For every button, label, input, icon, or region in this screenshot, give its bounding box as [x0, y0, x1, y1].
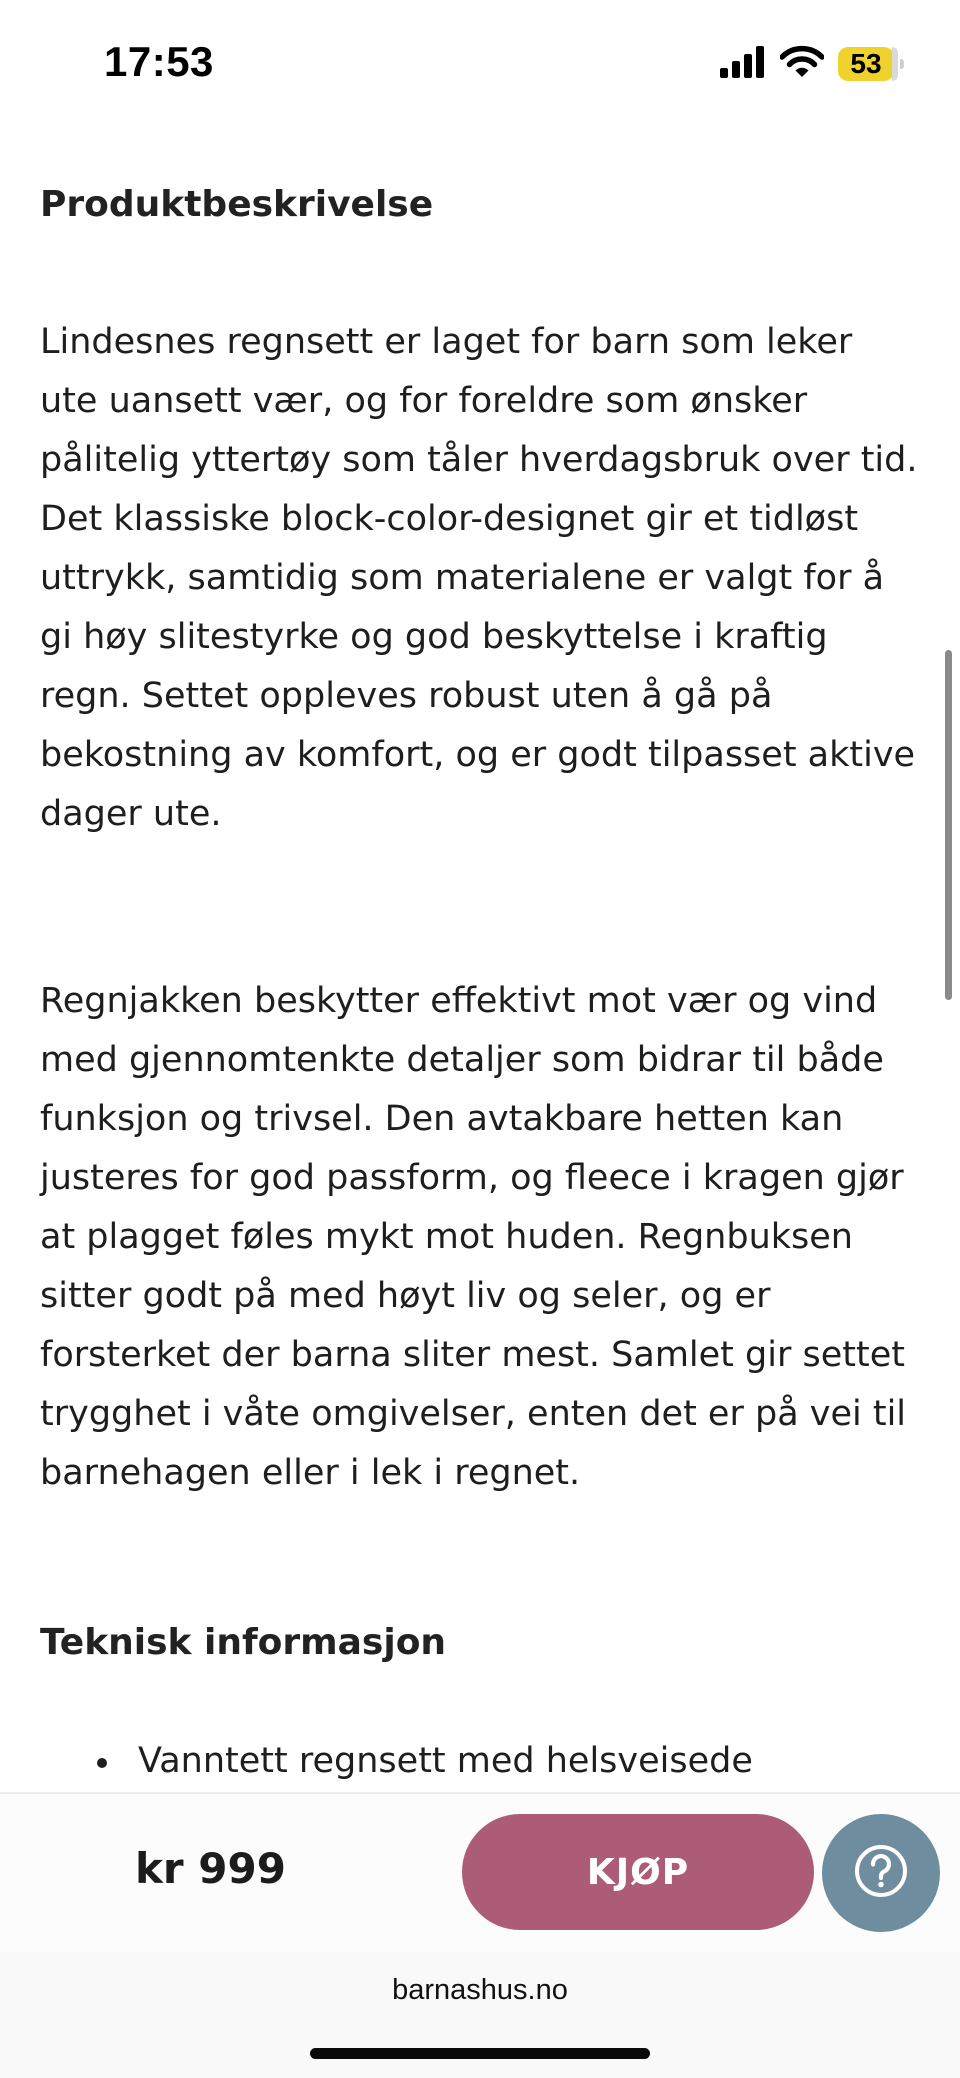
- wifi-icon: [780, 45, 824, 83]
- description-paragraph-1: Lindesnes regnsett er laget for barn som leker ute uansett vær, og for foreldre som ønsker pålitelig yttertøy som tåler hverdagsbruk over tid. Det klassiske block-color-designet gir et tidløst uttrykk, samtidig som materialene er valgt for å gi høy slitestyrke og god beskyttelse i kraftig regn. Settet oppleves robust uten å gå på bekostning av komfort, og er godt tilpasset aktive dager ute.: [40, 322, 918, 834]
- home-indicator[interactable]: [310, 2048, 650, 2059]
- technical-info-list: [40, 1732, 920, 1791]
- status-bar: [0, 0, 960, 120]
- status-icons: [720, 44, 894, 84]
- battery-empty-segment: [892, 47, 898, 81]
- list-item-text: Vanntett regnsett med helsveisede: [138, 1741, 753, 1781]
- url-text[interactable]: barnashus.no: [392, 1974, 568, 2006]
- product-description-heading: Produktbeskrivelse: [40, 184, 434, 225]
- help-button[interactable]: [822, 1814, 940, 1932]
- technical-info-heading: Teknisk informasjon: [40, 1622, 447, 1663]
- purchase-bar: [0, 1792, 960, 1954]
- question-circle-icon: [853, 1843, 909, 1903]
- bullet-icon: [97, 1758, 107, 1768]
- buy-button[interactable]: KJØP: [462, 1814, 814, 1930]
- battery-level: 53: [850, 48, 882, 79]
- battery-icon: [838, 47, 894, 81]
- battery-cap: [900, 59, 904, 69]
- cellular-signal-icon: [720, 46, 766, 82]
- list-item: [40, 1732, 920, 1791]
- status-time: 17:53: [104, 38, 214, 85]
- browser-address-bar[interactable]: [0, 1952, 960, 2078]
- description-paragraph-2: Regnjakken beskytter effektivt mot vær og vind med gjennomtenkte detaljer som bidrar til både funksjon og trivsel. Den avtakbare hetten kan justeres for god passform, og fleece i kragen gjør at plagget føles mykt mot huden. Regnbuksen sitter godt på med høyt liv og seler, og er forsterket der barna sliter mest. Samlet gir settet trygghet i våte omgivelser, enten det er på vei til barnehagen eller i lek i regnet.: [40, 981, 907, 1493]
- scroll-indicator[interactable]: [945, 650, 952, 1000]
- price-label: kr 999: [135, 1844, 286, 1893]
